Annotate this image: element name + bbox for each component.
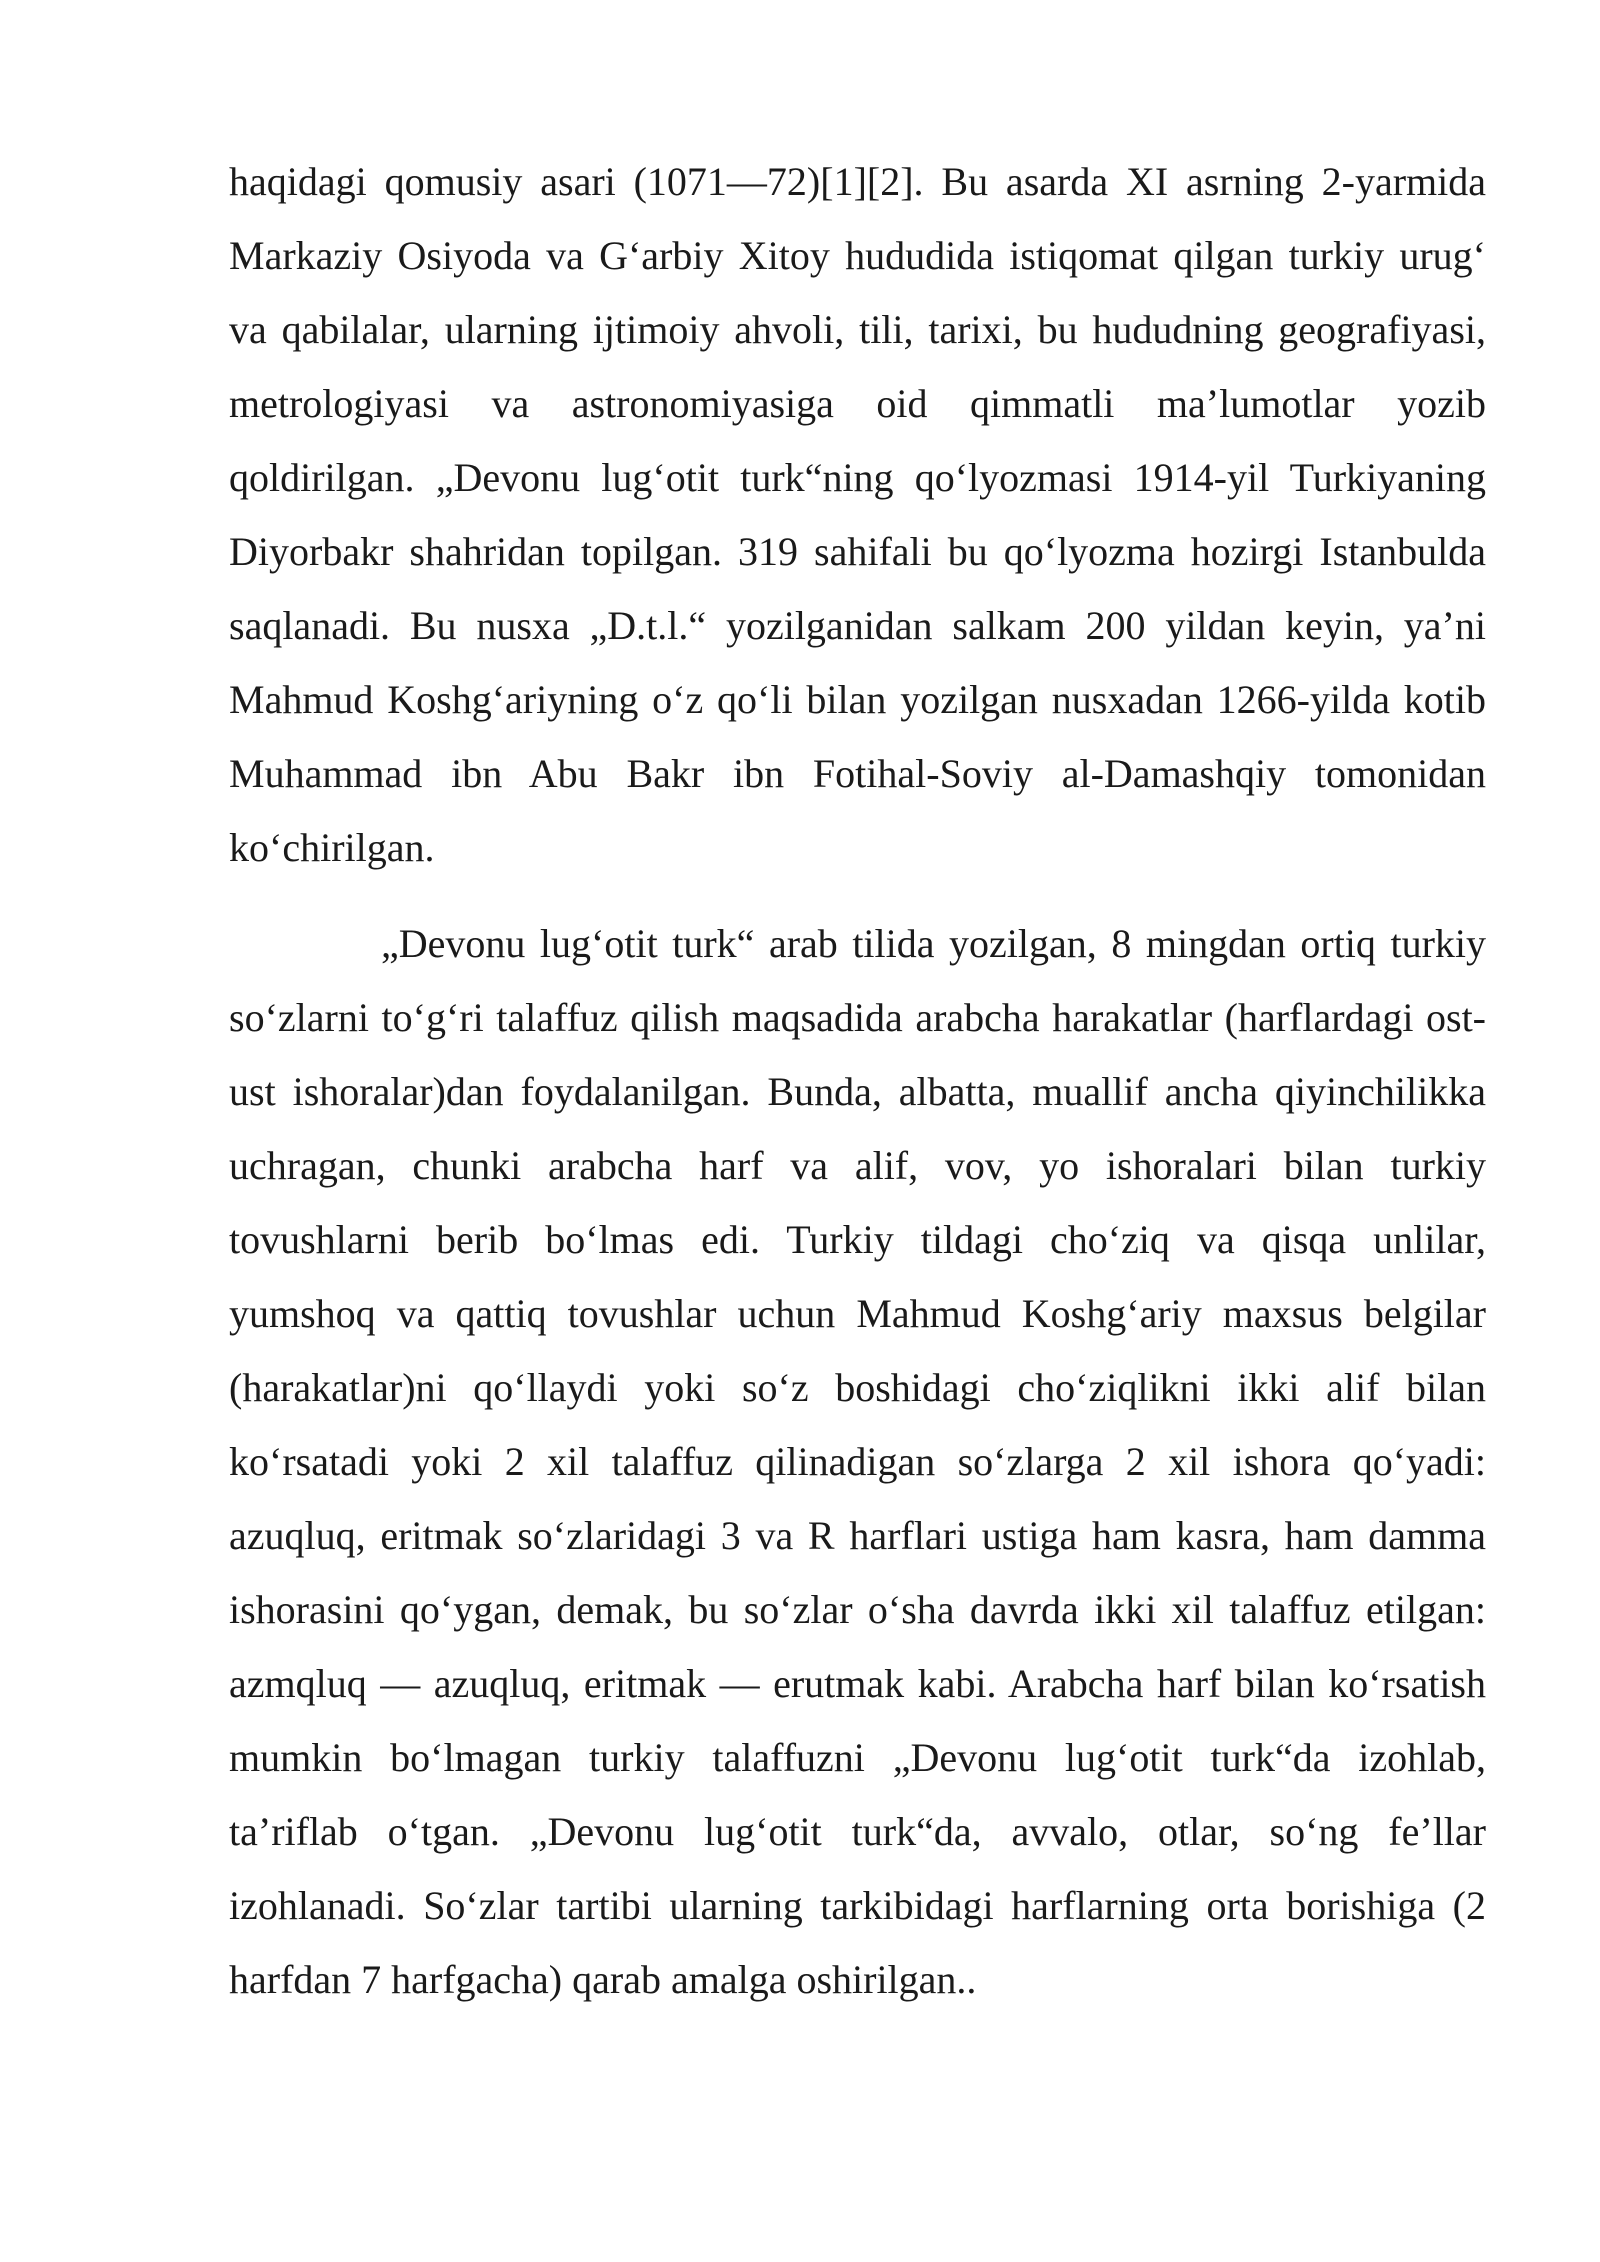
paragraph-1: haqidagi qomusiy asari (1071—72)[1][2]. Bu asarda XI asrning 2-yarmida Markaziy Osiyoda va G‘arbiy Xitoy hududida istiqomat qilgan turkiy urug‘ va qabilalar, ularning ijtimoiy ahvoli, tili, tarixi, bu hududning geografiyasi, metrologiyasi va astronomiyasiga oid qimmatli ma’lumotlar yozib qoldirilgan. „Devonu lug‘otit turk“ning qo‘lyozmasi 1914-yil Turkiyaning Diyorbakr shahridan topilgan. 319 sahifali bu qo‘lyozma hozirgi Istanbulda saqlanadi. Bu nusxa „D.t.l.“ yozilganidan salkam 200 yildan keyin, ya’ni Mahmud Koshg‘ariyning o‘z qo‘li bilan yozilgan nusxadan 1266-yilda kotib Muhammad ibn Abu Bakr ibn Fotihal-Soviy al-Damashqiy tomonidan ko‘chirilgan. (229, 159, 1486, 870)
paragraph-2: „Devonu lug‘otit turk“ arab tilida yozilgan, 8 mingdan ortiq turkiy so‘zlarni to‘g‘ri talaffuz qilish maqsadida arabcha harakatlar (harflardagi ost-ust ishoralar)dan foydalanilgan. Bunda, albatta, muallif ancha qiyinchilikka uchragan, chunki arabcha harf va alif, vov, yo ishoralari bilan turkiy tovushlarni berib bo‘lmas edi. Turkiy tildagi cho‘ziq va qisqa unlilar, yumshoq va qattiq tovushlar uchun Mahmud Koshg‘ariy maxsus belgilar (harakatlar)ni qo‘llaydi yoki so‘z boshidagi cho‘ziqlikni ikki alif bilan ko‘rsatadi yoki 2 xil talaffuz qilinadigan so‘zlarga 2 xil ishora qo‘yadi: azuqluq, eritmak so‘zlaridagi 3 va R harflari ustiga ham kasra, ham damma ishorasini qo‘ygan, demak, bu so‘zlar o‘sha davrda ikki xil talaffuz etilgan: azmqluq — azuqluq, eritmak — erutmak kabi. Arabcha harf bilan ko‘rsatish mumkin bo‘lmagan turkiy talaffuzni „Devonu lug‘otit turk“da izohlab, ta’riflab o‘tgan. „Devonu lug‘otit turk“da, avvalo, otlar, so‘ng fe’llar izohlanadi. So‘zlar tartibi ularning tarkibidagi harflarning orta borishiga (2 harfdan 7 harfgacha) qarab amalga oshirilgan.. (229, 921, 1486, 2002)
body-text (229, 145, 1486, 2017)
